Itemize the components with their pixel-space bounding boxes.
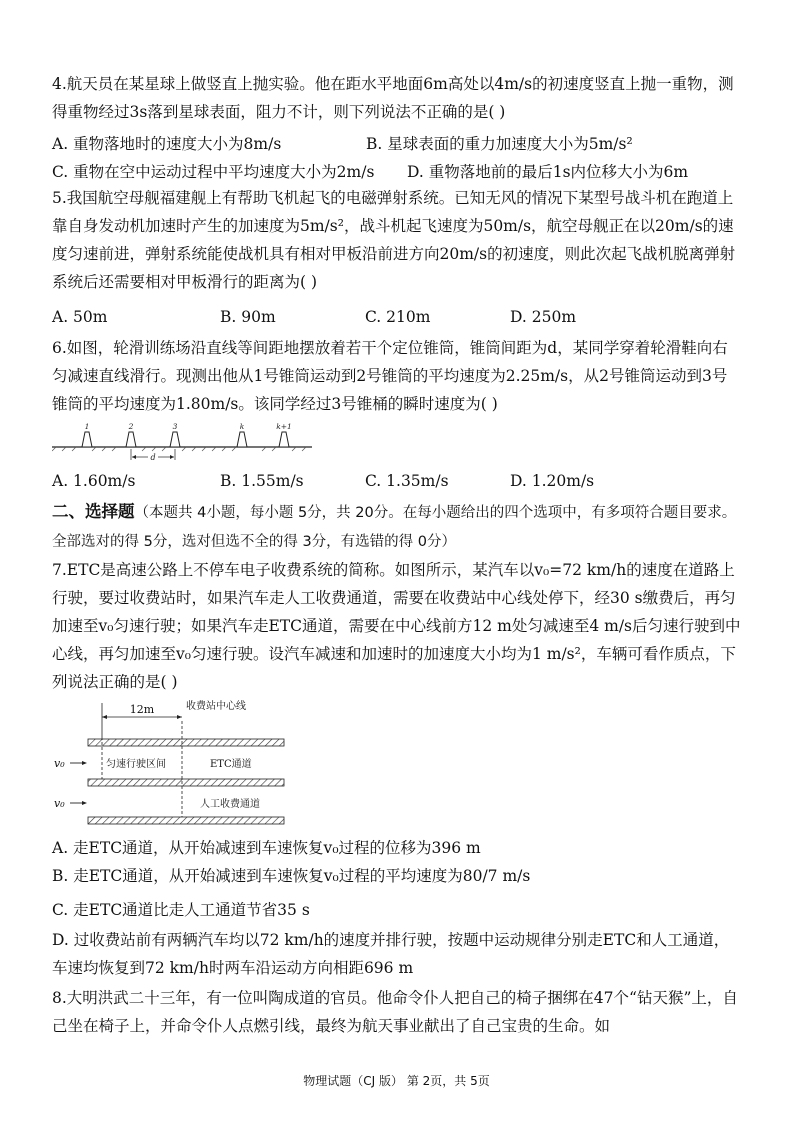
q6-option-d: D. 1.20m/s	[510, 472, 595, 490]
question-6-options	[52, 472, 742, 498]
question-8-text: 8.大明洪武二十三年，有一位叫陶成道的官员。他命令仆人把自己的椅子捆绑在47个“钻天猴”上，自己坐在椅子上，并命令仆人点燃引线，最终为航天事业献出了自己宝贵的生命。如	[52, 989, 738, 1035]
toll-center-line-label: 收费站中心线	[186, 701, 246, 712]
q4-option-c: C. 重物在空中运动过程中平均速度大小为2m/s	[52, 163, 375, 181]
q5-option-d: D. 250m	[510, 308, 577, 326]
q6-option-c: C. 1.35m/s	[365, 472, 449, 490]
q5-option-c: C. 210m	[365, 308, 431, 326]
cone-2	[126, 432, 136, 447]
cone-label-k: k	[239, 422, 245, 431]
question-4-options-row1	[52, 132, 742, 158]
question-4-options-row2	[52, 160, 742, 186]
cone-k	[237, 432, 247, 447]
cone-label-3: 3	[172, 422, 178, 431]
v0-label-manual: v₀	[54, 797, 65, 810]
section-2-note: （本题共 4小题，每小题 5分，共 20分。在每小题给出的四个选项中，有多项符合题目要求。全部选对的得 5分，选对但选不全的得 3分，有选错的得 0分）	[52, 505, 737, 550]
road-barrier-top	[88, 739, 284, 746]
q4-option-d: D. 重物落地前的最后1s内位移大小为6m	[407, 163, 689, 181]
question-7-text: 7.ETC是高速公路上不停车电子收费系统的简称。如图所示，某汽车以v₀=72 km/h的速度在道路上行驶，要过收费站时，如果汽车走人工收费通道，需要在收费站中心线处停下，经30 s缴费后，再匀加速至v₀匀速行驶；如果汽车走ETC通道，需要在中心线前方12 m处匀减速至4 m/s后匀速行驶到中心线，再匀加速至v₀匀速行驶。设汽车减速和加速时的加速度大小均为1 m/s²，车辆可看作质点，下列说法正确的是( )	[52, 561, 741, 691]
question-6-text: 6.如图，轮滑训练场沿直线等间距地摆放着若干个定位锥筒，锥筒间距为d，某同学穿着轮滑鞋向右匀减速直线滑行。现测出他从1号锥筒运动到2号锥筒的平均速度为2.25m/s，从2号锥筒运动到3号锥筒的平均速度为1.80m/s。该同学经过3号锥桶的瞬时速度为( )	[52, 339, 728, 413]
section-2-header	[52, 498, 742, 556]
question-5-options	[52, 308, 742, 334]
section-2-title: 二、选择题	[52, 502, 135, 521]
q5-option-a: A. 50m	[52, 308, 108, 326]
q6-option-b: B. 1.55m/s	[220, 472, 304, 490]
manual-lane-label: 人工收费通道	[200, 799, 260, 810]
question-5-text: 5.我国航空母舰福建舰上有帮助飞机起飞的电磁弹射系统。已知无风的情况下某型号战斗机在跑道上靠自身发动机加速时产生的加速度为5m/s²，战斗机起飞速度为50m/s，航空母舰正在以20m/s的速度匀速前进，弹射系统能使战机具有相对甲板沿前进方向20m/s的初速度，则此次起飞战机脱离弹射系统后还需要相对甲板滑行的距离为( )	[52, 189, 736, 291]
cone-label-2: 2	[128, 422, 134, 431]
road-barrier-middle	[88, 779, 284, 786]
cone-label-k-plus-1: k+1	[276, 422, 292, 431]
v0-label-etc: v₀	[54, 757, 65, 770]
q4-option-b: B. 星球表面的重力加速度大小为5m/s²	[366, 135, 633, 153]
q7-option-b: B. 走ETC通道，从开始减速到车速恢复v₀过程的平均速度为80/7 m/s	[52, 867, 531, 885]
cone-track-figure	[52, 420, 314, 465]
q7-option-c: C. 走ETC通道比走人工通道节省35 s	[52, 901, 310, 919]
d-label: d	[150, 453, 156, 462]
distance-12m-label: 12m	[129, 703, 155, 716]
road-barrier-bottom	[88, 817, 284, 824]
q7-option-a: A. 走ETC通道，从开始减速到车速恢复v₀过程的位移为396 m	[52, 839, 481, 857]
cone-label-1: 1	[84, 422, 90, 431]
uniform-speed-zone-label: 匀速行驶区间	[106, 759, 166, 770]
cone-k-plus-1	[279, 432, 289, 447]
cone-3	[170, 432, 180, 447]
page-footer: 物理试题（CJ 版） 第 2页，共 5页	[303, 1074, 490, 1088]
ground-hatching	[52, 447, 306, 451]
etc-toll-figure	[52, 697, 312, 829]
q6-option-a: A. 1.60m/s	[52, 472, 136, 490]
q5-option-b: B. 90m	[220, 308, 276, 326]
q4-option-a: A. 重物落地时的速度大小为8m/s	[52, 135, 282, 153]
q7-option-d: D. 过收费站前有两辆汽车均以72 km/h的速度并排行驶，按题中运动规律分别走ETC和人工通道，车速均恢复到72 km/h时两车沿运动方向相距696 m	[52, 931, 730, 977]
question-4-text: 4.航天员在某星球上做竖直上抛实验。他在距水平地面6m高处以4m/s的初速度竖直上抛一重物，测得重物经过3s落到星球表面，阻力不计，则下列说法不正确的是( )	[52, 75, 734, 121]
etc-lane-label: ETC通道	[210, 759, 252, 770]
cone-1	[82, 432, 92, 447]
